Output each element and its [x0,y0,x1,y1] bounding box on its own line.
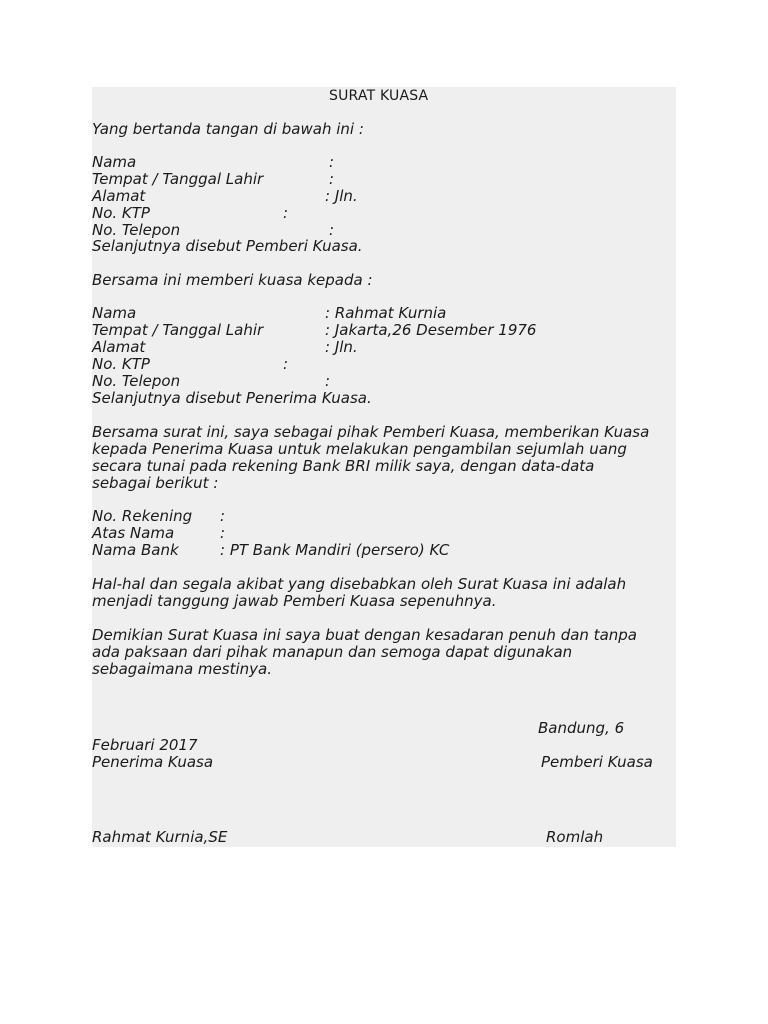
account-number-label: No. Rekening [92,507,193,525]
grantee-signature-name: Rahmat Kurnia,SE [92,828,228,846]
account-holder-label: Atas Nama [92,524,175,542]
grantor-role-label: Pemberi Kuasa [541,753,653,771]
liability-paragraph-line: menjadi tanggung jawab Pemberi Kuasa sepenuhnya. [92,592,497,610]
grantee-phone-label: No. Telepon [92,372,181,390]
closing-paragraph-line: Demikian Surat Kuasa ini saya buat dengan kesadaran penuh dan tanpa [92,626,637,644]
place-date-continuation: Februari 2017 [92,736,198,754]
grantor-ktp-label: No. KTP [92,204,150,222]
body-paragraph-line: sebagai berikut : [92,474,219,492]
grantor-name-value: : [329,153,335,171]
grantee-ktp-value: : [283,355,289,373]
grantee-closing-line: Selanjutnya disebut Penerima Kuasa. [92,389,372,407]
account-number-value: : [220,507,226,525]
grantor-phone-label: No. Telepon [92,221,181,239]
place-date-line: Bandung, 6 [538,719,625,737]
grantee-role-label: Penerima Kuasa [92,753,214,771]
closing-paragraph-line: sebagaimana mestinya. [92,660,272,678]
bank-name-label: Nama Bank [92,541,179,559]
grantee-address-label: Alamat [92,338,146,356]
grantor-phone-value: : [329,221,335,239]
grantee-name-value: : Rahmat Kurnia [325,304,447,322]
grantor-address-value: : Jln. [325,187,358,205]
account-holder-value: : [220,524,226,542]
letter-page [92,87,676,847]
grantor-birth-value: : [329,170,335,188]
grantor-birth-label: Tempat / Tanggal Lahir [92,170,264,188]
grantor-signature-name: Romlah [546,828,604,846]
closing-paragraph-line: ada paksaan dari pihak manapun dan semoga dapat digunakan [92,643,573,661]
intro-line: Yang bertanda tangan di bawah ini : [92,120,364,138]
transition-line: Bersama ini memberi kuasa kepada : [92,271,373,289]
body-paragraph-line: Bersama surat ini, saya sebagai pihak Pemberi Kuasa, memberikan Kuasa [92,423,650,441]
document-title: SURAT KUASA [329,88,429,104]
grantor-closing-line: Selanjutnya disebut Pemberi Kuasa. [92,237,363,255]
grantee-address-value: : Jln. [325,338,358,356]
grantor-address-label: Alamat [92,187,146,205]
grantee-name-label: Nama [92,304,137,322]
grantee-phone-value: : [325,372,331,390]
grantee-birth-label: Tempat / Tanggal Lahir [92,321,264,339]
body-paragraph-line: secara tunai pada rekening Bank BRI milik saya, dengan data-data [92,457,595,475]
grantee-birth-value: : Jakarta,26 Desember 1976 [325,321,537,339]
bank-name-value: : PT Bank Mandiri (persero) KC [220,541,450,559]
grantor-ktp-value: : [283,204,289,222]
liability-paragraph-line: Hal-hal dan segala akibat yang disebabkan oleh Surat Kuasa ini adalah [92,575,627,593]
grantee-ktp-label: No. KTP [92,355,150,373]
grantor-name-label: Nama [92,153,137,171]
body-paragraph-line: kepada Penerima Kuasa untuk melakukan pengambilan sejumlah uang [92,440,627,458]
